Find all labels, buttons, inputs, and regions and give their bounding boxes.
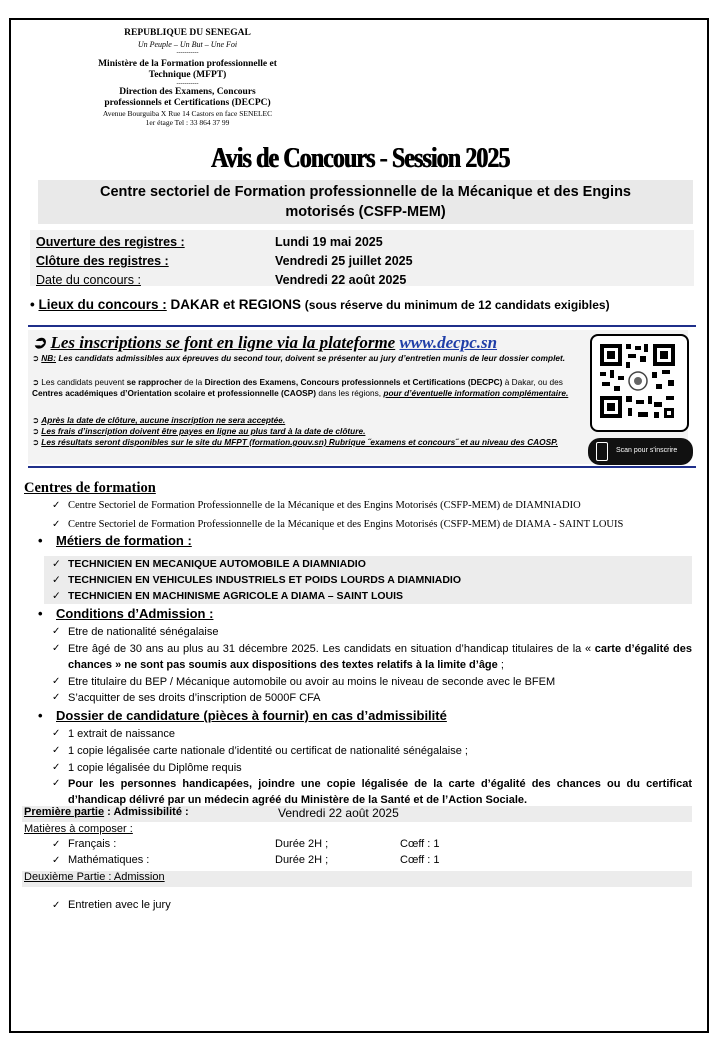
bullet-icon: • <box>38 606 43 621</box>
matiere-duree: Durée 2H ; <box>275 854 329 866</box>
nb-text: Les candidats admissibles aux épreuves du second tour, doivent se présenter au jury d’entretien munis de leur dossier complet. <box>58 353 566 363</box>
metier-item: TECHNICIEN EN MACHINISME AGRICOLE A DIAMA – SAINT LOUIS <box>68 590 404 602</box>
contact-text: à Dakar, ou des <box>504 377 563 387</box>
check-icon: ✓ <box>52 558 61 570</box>
fees-note <box>32 426 580 437</box>
contact-text: Les candidats peuvent <box>41 377 125 387</box>
centre-name-box <box>38 180 693 224</box>
check-icon: ✓ <box>52 500 61 511</box>
list-item <box>52 776 692 808</box>
centres-title: Centres de formation <box>24 480 156 496</box>
phone: 1er étage Tel : 33 864 37 99 <box>145 118 230 127</box>
results-note <box>32 437 580 448</box>
list-item <box>52 743 692 759</box>
conditions-heading <box>38 606 213 621</box>
condition-item: Etre de nationalité sénégalaise <box>68 626 219 638</box>
contact-text: se rapprocher <box>126 377 182 387</box>
list-item <box>52 624 692 640</box>
contact-note <box>32 377 580 398</box>
scan-to-register-button[interactable] <box>588 438 693 465</box>
list-item <box>52 674 692 690</box>
list-item <box>52 500 581 511</box>
address: Avenue Bourguiba X Rue 14 Castors en face SENELEC <box>102 109 273 118</box>
centre-item: Centre Sectoriel de Formation Professionnelle de la Mécanique et des Engins Motorisés (CSFP-MEM) de DIAMA - SAINT LOUIS <box>68 519 624 530</box>
check-icon: ✓ <box>52 839 61 850</box>
condition-item: Etre titulaire du BEP / Mécanique automobile ou avoir au moins le niveau de seconde avec le BFEM <box>68 676 556 688</box>
condition-text: ; <box>497 659 504 671</box>
metiers-heading <box>38 533 192 548</box>
condition-text: Les candidats en situation d’handicap titulaires de la « <box>322 643 595 655</box>
locations-value: DAKAR et REGIONS <box>170 297 302 312</box>
centre-name-line-1: Centre sectoriel de Formation professionnelle de la Mécanique et des Engins <box>100 184 631 200</box>
date-label: Clôture des registres : <box>36 254 169 268</box>
blue-divider-bottom <box>28 466 696 468</box>
dossier-item: 1 extrait de naissance <box>68 728 176 740</box>
metier-item: TECHNICIEN EN MECANIQUE AUTOMOBILE A DIAMNIADIO <box>68 558 366 570</box>
list-item <box>52 760 692 776</box>
arrow-right-icon: ➲ <box>32 377 42 387</box>
check-icon: ✓ <box>52 745 61 756</box>
condition-item <box>68 641 692 673</box>
closing-text: Après la date de clôture, aucune inscription ne sera acceptée. <box>41 415 286 425</box>
dossier-heading <box>38 708 447 723</box>
contact-text: Direction des Examens, Concours professionnels et Certifications (DECPC) <box>204 377 503 387</box>
check-icon: ✓ <box>52 626 61 637</box>
matiere-name: Français : <box>68 838 117 850</box>
centre-item: Centre Sectoriel de Formation Professionnelle de la Mécanique et des Engins Motorisés (CSFP-MEM) de DIAMNIADIO <box>68 500 581 511</box>
direction-line-1: Direction des Examens, Concours <box>119 87 256 97</box>
list-item <box>52 690 692 706</box>
exam-locations <box>30 297 694 312</box>
blue-divider-top <box>28 325 696 327</box>
ministry-header <box>60 28 315 127</box>
contact-text: dans les régions, <box>318 387 382 398</box>
premiere-label: Première partie <box>24 806 105 818</box>
table-row <box>52 854 149 866</box>
list-item <box>52 519 623 530</box>
fees-text: Les frais d’inscription doivent être payes en ligne au plus tard à la date de clôture. <box>41 426 366 436</box>
list-item <box>52 558 366 570</box>
matiere-duree: Durée 2H ; <box>275 838 329 850</box>
header-separator: ----------- <box>176 50 199 56</box>
check-icon: ✓ <box>52 692 61 703</box>
premiere-partie <box>24 806 189 818</box>
nb-label: NB: <box>41 353 57 363</box>
deuxieme-item: Entretien avec le jury <box>68 899 171 911</box>
conditions-title: Conditions d’Admission : <box>56 606 214 621</box>
arrow-right-icon: ➲ <box>32 333 51 352</box>
metier-item: TECHNICIEN EN VEHICULES INDUSTRIELS ET POIDS LOURDS A DIAMNIADIO <box>68 574 461 586</box>
matiere-coeff: Cœff : 1 <box>400 838 440 850</box>
header-separator-2: ----------- <box>176 81 199 87</box>
dossier-title: Dossier de candidature (pièces à fournir) en cas d’admissibilité <box>56 708 447 723</box>
results-text: Les résultats seront disponibles sur le site du MFPT (formation.gouv.sn) Rubrique ˝examens et concours˝ et au niveau des CAOSP. <box>41 437 558 447</box>
bullet-icon: • <box>30 297 39 312</box>
condition-text: » ne sont pas soumis aux dispositions des textes relatifs à la limite d’âge <box>112 659 498 671</box>
arrow-right-icon: ➲ <box>32 426 42 436</box>
matiere-name: Mathématiques : <box>68 854 150 866</box>
list-item <box>52 574 461 586</box>
platform-link[interactable]: www.decpc.sn <box>399 333 498 352</box>
centre-name-line-2: motorisés (CSFP-MEM) <box>285 204 446 220</box>
date-value: Lundi 19 mai 2025 <box>275 235 383 249</box>
check-icon: ✓ <box>52 590 61 602</box>
national-motto: Un Peuple – Un But – Une Foi <box>137 40 238 49</box>
ministry-line-1: Ministère de la Formation professionnelle et <box>98 59 277 69</box>
date-value: Vendredi 25 juillet 2025 <box>275 254 413 268</box>
list-item <box>52 641 692 673</box>
check-icon: ✓ <box>52 900 61 911</box>
bullet-icon: • <box>38 533 43 548</box>
metiers-title: Métiers de formation : <box>56 533 192 548</box>
deuxieme-title: Deuxième Partie : Admission <box>24 871 165 883</box>
dossier-item: Pour les personnes handicapées, joindre une copie légalisée de la carte d’égalité des chances ou du certificat d’handicap délivré par un médecin agréé du Ministère de la Santé et de l’Action Sociale. <box>68 778 692 806</box>
qr-code-icon[interactable] <box>590 334 689 432</box>
ministry-line-2: Technique (MFPT) <box>148 70 227 80</box>
date-label: Date du concours : <box>36 273 141 287</box>
check-icon: ✓ <box>52 643 61 654</box>
list-item <box>52 726 692 742</box>
check-icon: ✓ <box>52 574 61 586</box>
country-name: REPUBLIQUE DU SENEGAL <box>124 28 251 38</box>
premiere-rest: : Admissibilité : <box>104 806 189 818</box>
page-title: Avis de Concours - Session 2025 <box>210 142 510 174</box>
inscriptions-heading <box>32 333 497 353</box>
condition-text: Etre âgé de 30 ans au plus au 31 décembre 2025. <box>68 643 319 655</box>
dossier-item: 1 copie légalisée du Diplôme requis <box>68 762 242 774</box>
check-icon: ✓ <box>52 855 61 866</box>
bullet-icon: • <box>38 708 43 723</box>
contact-text: pour d’éventuelle information complémentaire. <box>383 387 569 398</box>
nb-note <box>32 353 580 364</box>
contact-text: Centres académiques d’Orientation scolaire et professionnelle (CAOSP) <box>32 387 317 398</box>
check-icon: ✓ <box>52 519 61 530</box>
direction-line-2: professionnels et Certifications (DECPC) <box>104 98 271 108</box>
check-icon: ✓ <box>52 728 61 739</box>
date-value: Vendredi 22 août 2025 <box>275 273 407 287</box>
arrow-right-icon: ➲ <box>32 415 42 425</box>
dossier-item: 1 copie légalisée carte nationale d’identité ou certificat de nationalité sénégalaise ; <box>68 745 468 757</box>
arrow-right-icon: ➲ <box>32 437 42 447</box>
list-item <box>52 899 171 911</box>
check-icon: ✓ <box>52 762 61 773</box>
inscriptions-heading-text: Les inscriptions se font en ligne via la plateforme <box>50 333 396 352</box>
arrow-right-icon: ➲ <box>32 353 42 363</box>
condition-item: S’acquitter de ses droits d’inscription de 5000F CFA <box>68 692 321 704</box>
check-icon: ✓ <box>52 778 61 789</box>
scan-label: Scan pour s'inscrire <box>616 447 678 454</box>
locations-note: (sous réserve du minimum de 12 candidats exigibles) <box>304 298 610 312</box>
locations-label: Lieux du concours : <box>38 297 167 312</box>
list-item <box>52 590 403 602</box>
check-icon: ✓ <box>52 676 61 687</box>
matieres-title: Matières à composer : <box>24 823 133 835</box>
premiere-date: Vendredi 22 août 2025 <box>278 806 399 820</box>
date-label: Ouverture des registres : <box>36 235 185 249</box>
condition-text: carte d’égalité des chances <box>68 643 692 671</box>
table-row <box>52 838 116 850</box>
closing-note <box>32 415 580 426</box>
contact-text: de la <box>184 377 203 387</box>
phone-icon <box>596 442 608 461</box>
matiere-coeff: Cœff : 1 <box>400 854 440 866</box>
